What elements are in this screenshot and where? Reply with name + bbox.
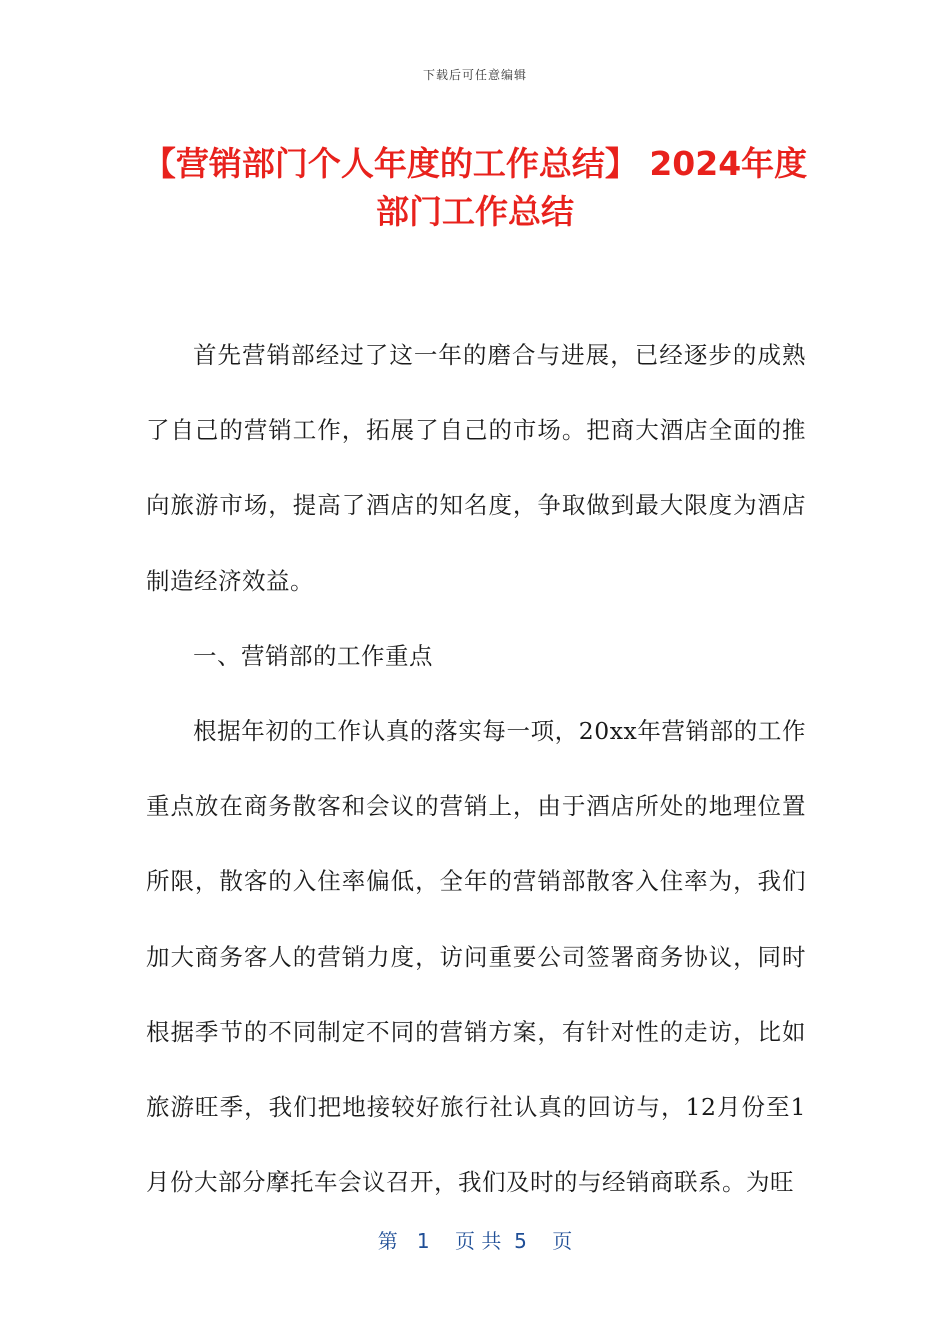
page-number: 第 1 页 共 5 页	[377, 1229, 573, 1253]
section-heading: 一、营销部的工作重点	[193, 641, 433, 670]
document-title: 【营销部门个人年度的工作总结】 2024年度部门工作总结	[142, 144, 808, 231]
paragraph-intro: 首先营销部经过了这一年的磨合与进展，已经逐步的成熟了自己的营销工作，拓展了自己的市场。把商大酒店全面的推向旅游市场，提高了酒店的知名度，争取做到最大限度为酒店制造经济效益。	[146, 341, 806, 595]
document-body	[146, 318, 806, 1220]
header-note: 下载后可任意编辑	[422, 68, 527, 82]
paragraph-work-focus: 根据年初的工作认真的落实每一项，20xx年营销部的工作重点放在商务散客和会议的营销上，由于酒店所处的地理位置所限，散客的入住率偏低，全年的营销部散客入住率为，我们加大商务客人的营销力度，访问重要公司签署商务协议，同时根据季节的不同制定不同的营销方案，有针对性的走访，比如旅游旺季，我们把地接较好旅行社认真的回访与，12月份至1月份大部分摩托车会议召开，我们及时的与经销商联系。为旺	[146, 717, 806, 1197]
